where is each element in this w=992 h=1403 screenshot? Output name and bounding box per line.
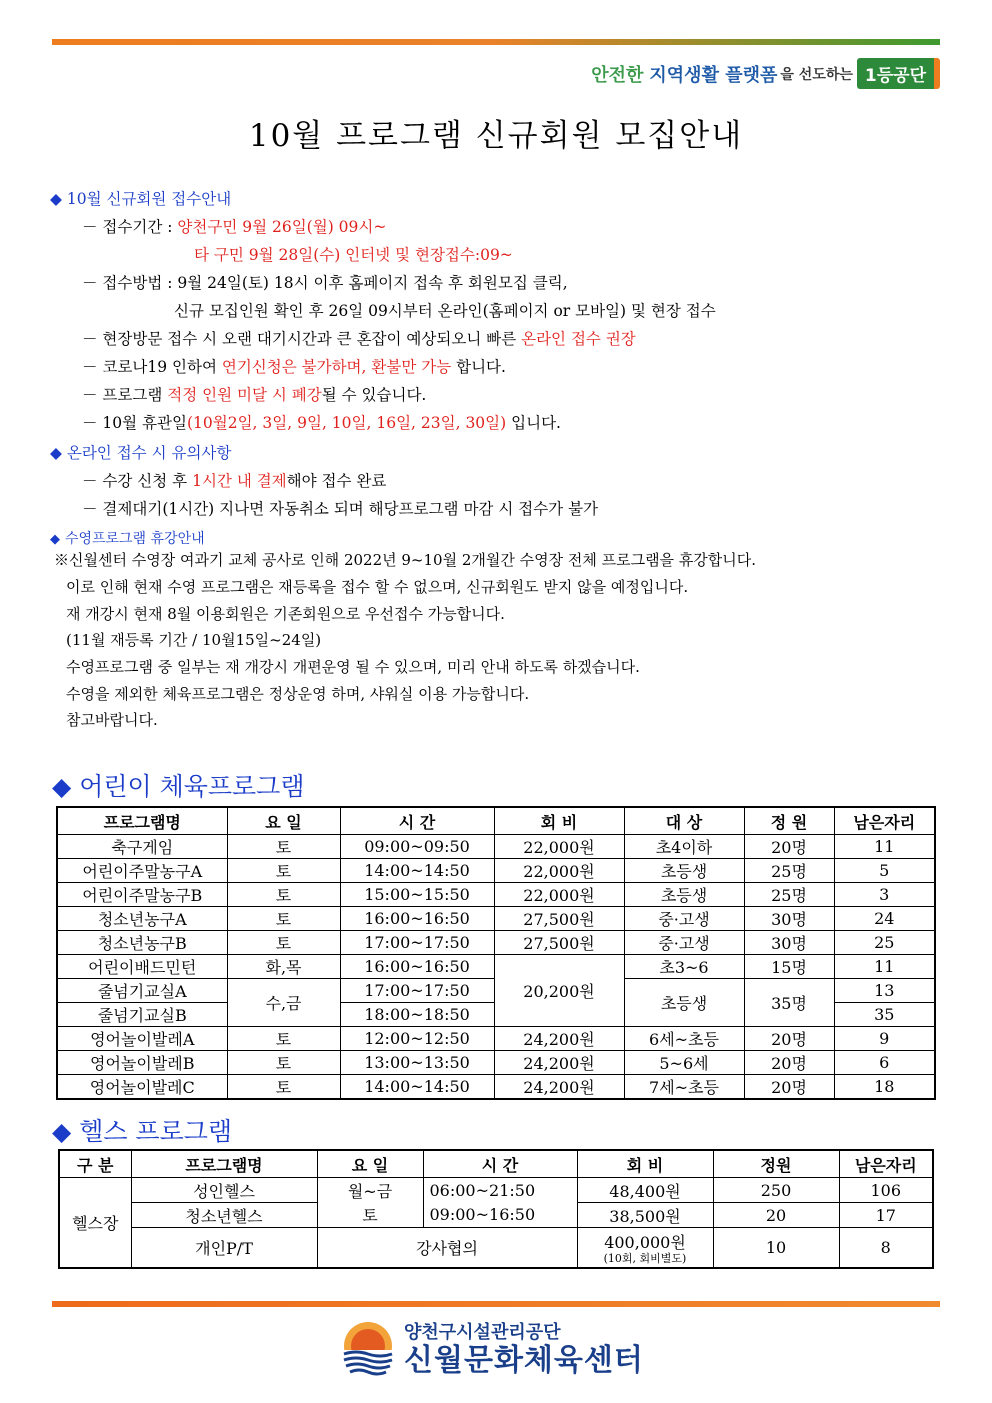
col-header: 회 비 [494, 807, 624, 835]
visit-line: － 현장방문 접수 시 오랜 대기시간과 큰 혼잡이 예상되오니 빠른 온라인 접수 권장 [82, 330, 636, 348]
swim-note-1: ※신월센터 수영장 여과기 교체 공사로 인해 2022년 9~10월 2개월간 수영장 전체 프로그램을 휴강합니다. [54, 551, 757, 569]
col-header: 정원 [713, 1150, 839, 1178]
table-row: 어린이배드민턴 화,목 16:00~16:50 20,200원 초3~6 15명 11 [57, 955, 935, 979]
slogan-badge: 1등공단 [857, 58, 940, 89]
method-line-1: － 접수방법 : 9월 24일(토) 18시 이후 홈페이지 접속 후 회원모집 클릭, [82, 274, 568, 292]
shared-target-cell: 초등생 [624, 979, 744, 1027]
category-cell: 헬스장 [59, 1178, 131, 1268]
kids-heading: ◆ 어린이 체육프로그램 [52, 772, 305, 801]
section2-heading: ◆ 온라인 접수 시 유의사항 [50, 444, 232, 462]
shared-day-cell: 수,금 [227, 979, 340, 1027]
col-header: 시 간 [423, 1150, 577, 1178]
table-row: 영어놀이발레C 토 14:00~14:50 24,200원 7세~초등 20명 18 [57, 1075, 935, 1100]
table-row: 영어놀이발레B 토 13:00~13:50 24,200원 5~6세 20명 6 [57, 1051, 935, 1075]
slogan-banner [591, 58, 940, 89]
pt-fee-cell: 400,000원 (10회, 회비별도) [577, 1228, 713, 1268]
diamond-icon: ◆ [50, 532, 60, 547]
section1-heading: ◆ 10월 신규회원 접수안내 [50, 190, 232, 208]
col-header: 구 분 [59, 1150, 131, 1178]
diamond-icon: ◆ [50, 190, 62, 208]
payment-line: － 수강 신청 후 1시간 내 결제해야 접수 완료 [82, 472, 387, 490]
section3-heading: ◆ 수영프로그램 휴강안내 [50, 531, 205, 547]
table-row: 줄넘기교실A 수,금 17:00~17:50 초등생 35명 13 [57, 979, 935, 1003]
slogan-part2: 지역생활 플랫폼 [649, 64, 778, 86]
health-program-table [58, 1149, 934, 1269]
table-header-row [57, 807, 935, 835]
table-row: 청소년헬스 토 09:00~16:50 38,500원 20 17 [59, 1203, 933, 1228]
table-row: 어린이주말농구A 토 14:00~14:50 22,000원 초등생 25명 5 [57, 859, 935, 883]
kids-program-table [56, 806, 936, 1100]
col-header: 회 비 [577, 1150, 713, 1178]
diamond-icon: ◆ [52, 772, 72, 801]
swim-note-6: 수영을 제외한 체육프로그램은 정상운영 하며, 샤워실 이용 가능합니다. [66, 685, 530, 703]
slogan-part1: 안전한 [591, 64, 644, 86]
swim-note-2: 이로 인해 현재 수영 프로그램은 재등록을 접수 할 수 없으며, 신규회원도 받지 않을 예정입니다. [66, 578, 689, 596]
col-header: 남은자리 [839, 1150, 933, 1178]
table-row: 축구게임 토 09:00~09:50 22,000원 초4이하 20명 11 [57, 835, 935, 859]
slogan-part3: 을 선도하는 [780, 66, 853, 83]
shared-fee-cell: 20,200원 [494, 955, 624, 1027]
col-header: 정 원 [744, 807, 834, 835]
table-row: 어린이주말농구B 토 15:00~15:50 22,000원 초등생 25명 3 [57, 883, 935, 907]
diamond-icon: ◆ [52, 1117, 72, 1146]
table-row: 헬스장 성인헬스 월~금 06:00~21:50 48,400원 250 106 [59, 1178, 933, 1203]
footer-text [404, 1318, 644, 1378]
col-header: 프로그램명 [131, 1150, 317, 1178]
footer-logo [340, 1318, 644, 1378]
swim-note-4: (11월 재등록 기간 / 10월15일~24일) [66, 631, 322, 649]
col-header: 요 일 [317, 1150, 423, 1178]
footer-center: 신월문화체육센터 [404, 1343, 644, 1378]
period-line-1: － 접수기간 : 양천구민 9월 26일(월) 09시~ [82, 218, 387, 236]
sun-wave-logo-icon [340, 1320, 396, 1376]
wait-line: － 결제대기(1시간) 지나면 자동취소 되며 해당프로그램 마감 시 접수가 불가 [82, 500, 599, 518]
col-header: 대 상 [624, 807, 744, 835]
closing-line: － 프로그램 적정 인원 미달 시 폐강될 수 있습니다. [82, 386, 427, 404]
method-line-2: 신규 모집인원 확인 후 26일 09시부터 온라인(홈페이지 or 모바일) 및 현장 접수 [174, 302, 716, 320]
table-row: 줄넘기교실B 18:00~18:50 35 [57, 1003, 935, 1027]
footer-org: 양천구시설관리공단 [404, 1322, 561, 1343]
swim-note-7: 참고바랍니다. [66, 711, 158, 729]
swim-note-5: 수영프로그램 중 일부는 재 개강시 개편운영 될 수 있으며, 미리 안내 하도록 하겠습니다. [66, 658, 640, 676]
period-line-2: 타 구민 9월 28일(수) 인터넷 및 현장접수:09~ [194, 246, 513, 264]
diamond-icon: ◆ [50, 444, 62, 462]
col-header: 시 간 [340, 807, 494, 835]
page-title: 10월 프로그램 신규회원 모집안내 [248, 118, 744, 154]
table-header-row [59, 1150, 933, 1178]
top-divider [52, 39, 940, 45]
swim-note-3: 재 개강시 현재 8월 이용회원은 기존회원으로 우선접수 가능합니다. [66, 605, 505, 623]
holiday-line: － 10월 휴관일(10월2일, 3일, 9일, 10일, 16일, 23일, 30일) 입니다. [82, 414, 561, 432]
col-header: 남은자리 [834, 807, 935, 835]
table-row: 청소년농구A 토 16:00~16:50 27,500원 중·고생 30명 24 [57, 907, 935, 931]
shared-capacity-cell: 35명 [744, 979, 834, 1027]
health-heading: ◆ 헬스 프로그램 [52, 1117, 233, 1146]
bottom-divider [52, 1301, 940, 1307]
col-header: 프로그램명 [57, 807, 227, 835]
table-row: 청소년농구B 토 17:00~17:50 27,500원 중·고생 30명 25 [57, 931, 935, 955]
col-header: 요 일 [227, 807, 340, 835]
table-row: 영어놀이발레A 토 12:00~12:50 24,200원 6세~초등 20명 9 [57, 1027, 935, 1051]
table-row: 개인P/T 강사협의 400,000원 (10회, 회비별도) 10 8 [59, 1228, 933, 1268]
covid-line: － 코로나19 인하여 연기신청은 불가하며, 환불만 가능 합니다. [82, 358, 506, 376]
